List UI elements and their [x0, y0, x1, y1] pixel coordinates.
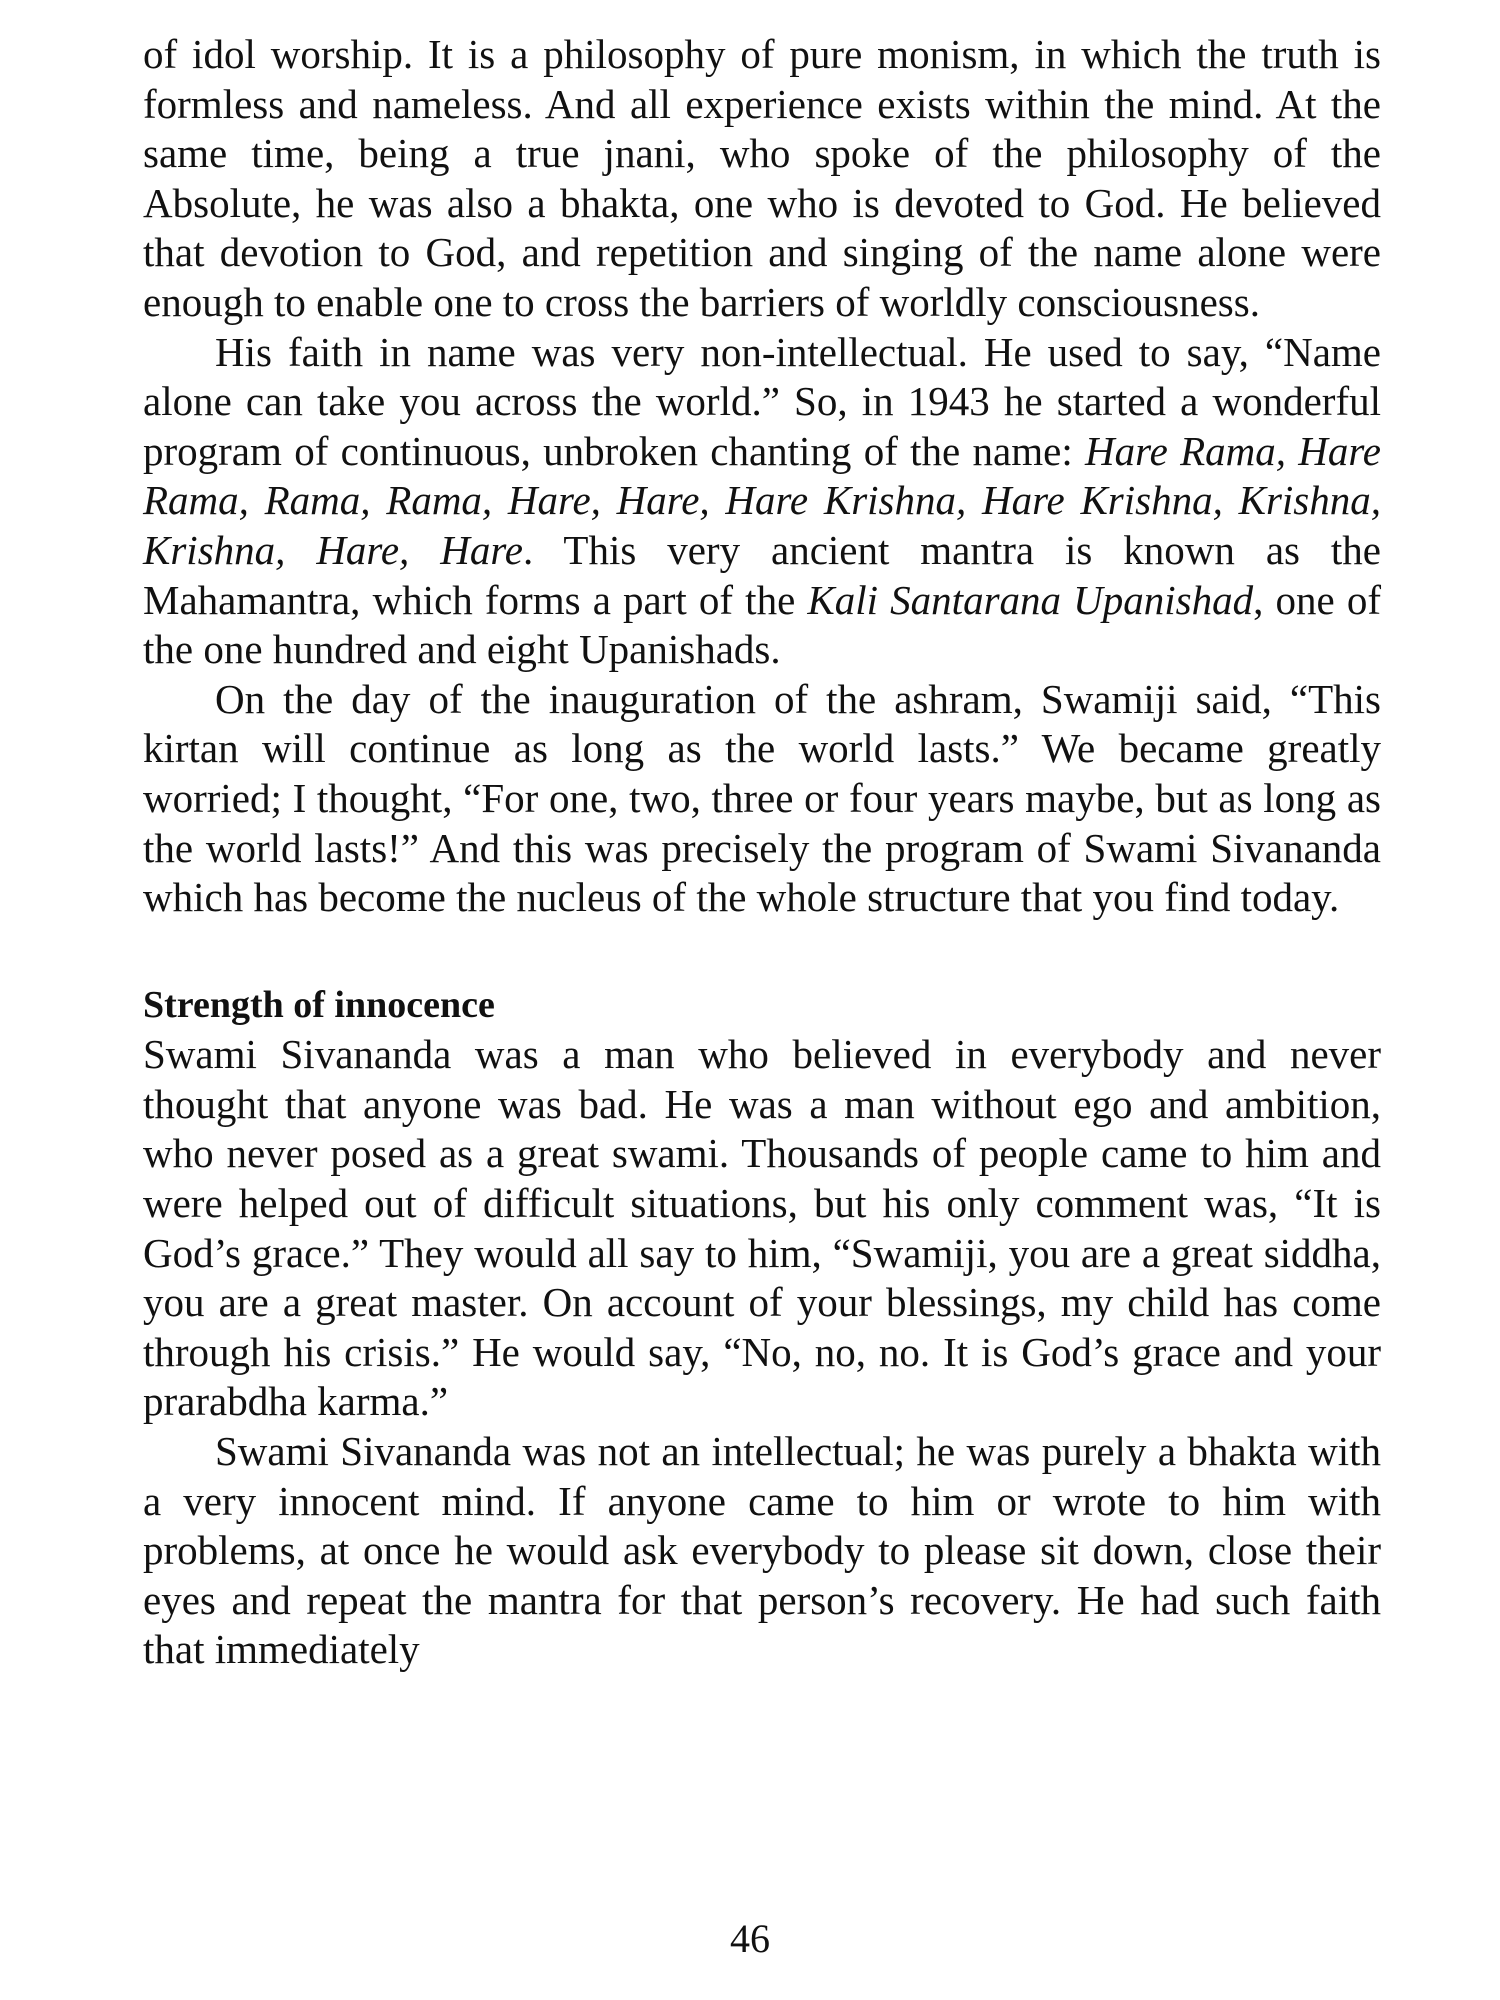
paragraph-faith-text-start: His faith in name was very non-intellectual. He used to say, “Name alone can take you across the world.” So, in 1943 he started a wonderful program of continuous, unbroken chanting of the name: — [143, 328, 1381, 474]
page-number: 46 — [730, 1916, 770, 1961]
paragraph-strength-of-innocence: Swami Sivananda was a man who believed in everybody and never thought that anyone was bad. He was a man without ego and ambition, who never posed as a great swami. Thousands of people came to him and were helped out of difficult situations, but his only comment was, “It is God’s grace.” They would all say to him, “Swamiji, you are a great siddha, you are a great master. On account of your blessings, my child has come through his crisis.” He would say, “No, no, no. It is God’s grace and your prarabdha karma.” — [143, 1031, 1381, 1425]
paragraph-innocent-mind: Swami Sivananda was not an intellectual; he was purely a bhakta with a very innocent mind. If anyone came to him or wrote to him with problems, at once he would ask everybody to please sit down, close their eyes and repeat the mantra for that person’s recovery. He had such faith that immediately — [143, 1428, 1381, 1673]
mahamantra-text: Hare Rama, Hare Rama, Rama, Rama, Hare, Hare, Hare Krishna, Hare Krishna, Krishna, Krishna, Hare, Hare — [143, 427, 1382, 573]
section-heading: Strength of innocence — [143, 983, 495, 1026]
paragraph-inauguration: On the day of the inauguration of the ashram, Swamiji said, “This kirtan will continue as long as the world lasts.” We became greatly worried; I thought, “For one, two, three or four years maybe, but as long as the world lasts!” And this was precisely the program of Swami Sivananda which has become the nucleus of the whole structure that you find today. — [143, 675, 1381, 921]
upanishad-title: Kali Santarana Upanishad — [807, 576, 1254, 623]
page-body — [143, 30, 1381, 1675]
paragraph-idol-worship: of idol worship. It is a philosophy of pure monism, in which the truth is formless and nameless. And all experience exists within the mind. At the same time, being a true jnani, who spoke of the philosophy of the Absolute, he was also a bhakta, one who is devoted to God. He believed that devotion to God, and repetition and singing of the name alone were enough to enable one to cross the barriers of worldly consciousness. — [143, 31, 1381, 325]
paragraph-faith-text-middle: . This very ancient mantra is known as the Mahamantra, which forms a part of the — [143, 526, 1382, 623]
paragraph-faith-text-end: , one of the one hundred and eight Upanishads. — [143, 576, 1381, 673]
paragraph-faith-in-name — [143, 328, 1381, 675]
